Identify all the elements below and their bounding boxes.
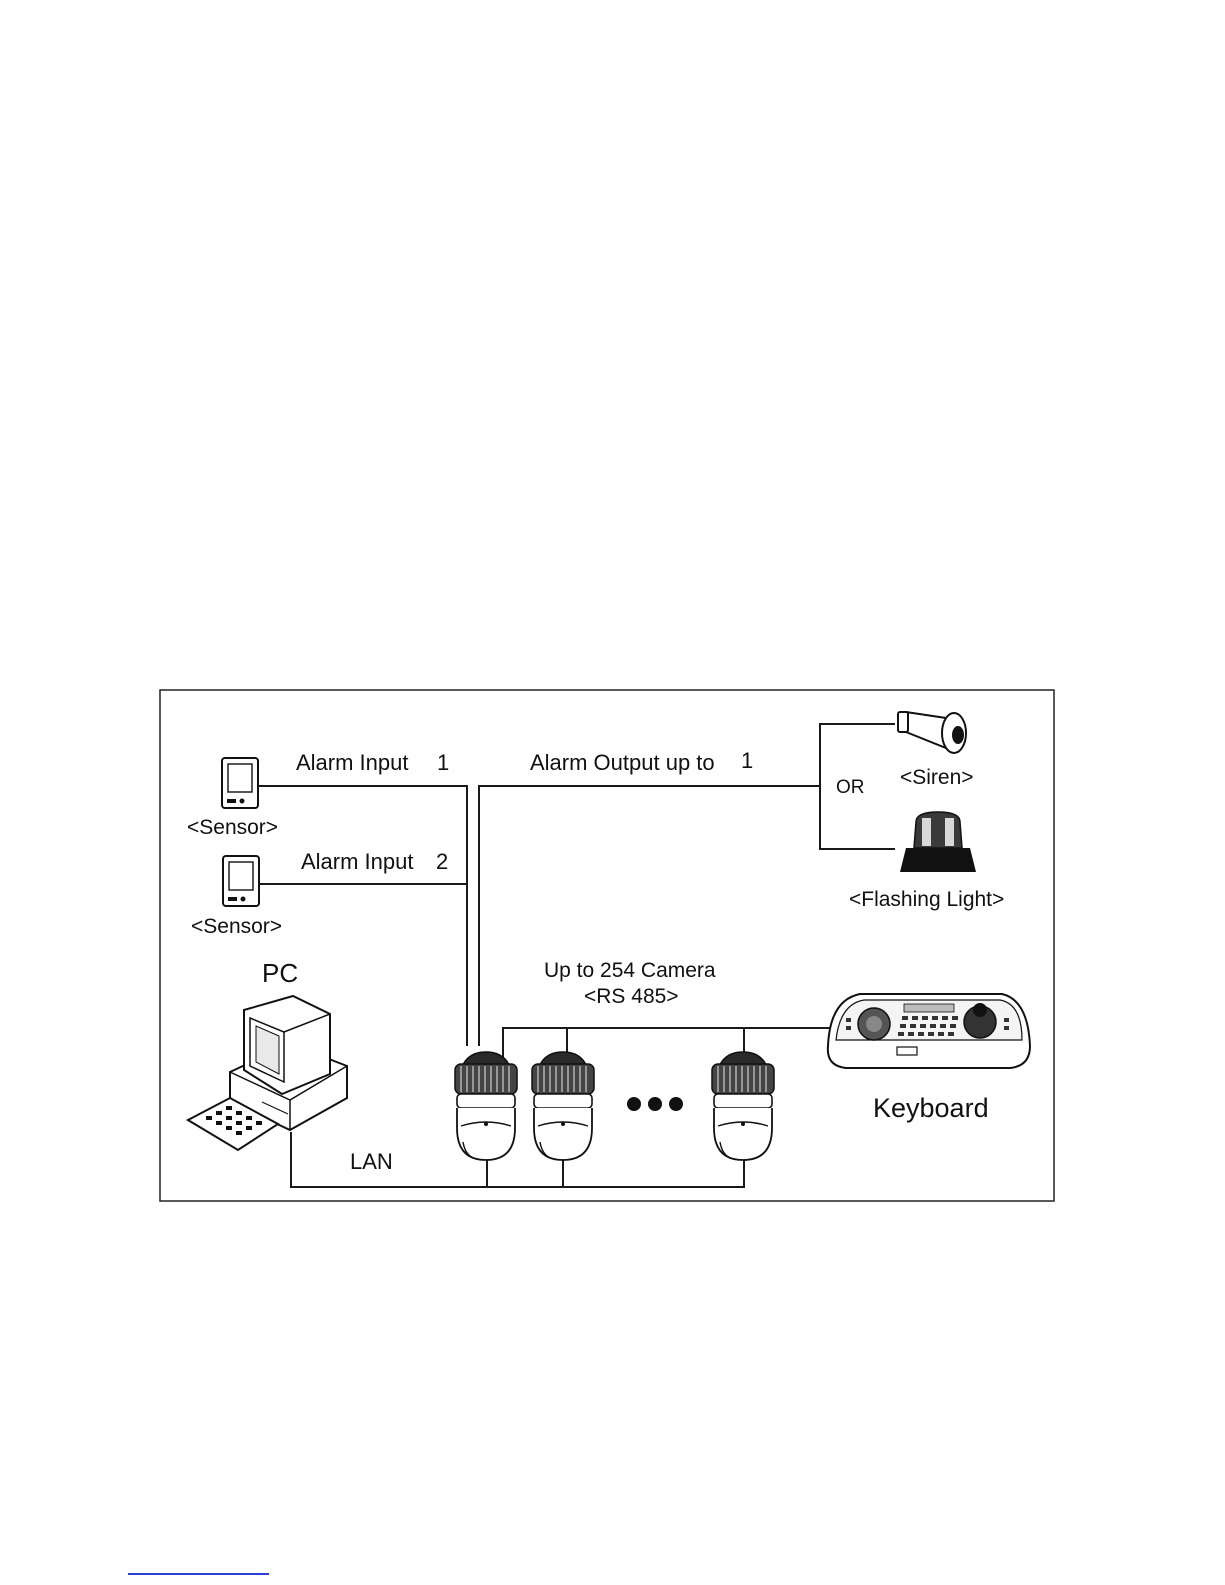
lan-label: LAN bbox=[350, 1149, 393, 1174]
or-label: OR bbox=[836, 777, 865, 798]
pc-label: PC bbox=[262, 958, 299, 988]
sensor-icon bbox=[223, 856, 259, 906]
sensor-1-label: <Sensor> bbox=[187, 816, 279, 839]
cameras-label-line2: <RS 485> bbox=[584, 985, 679, 1008]
ellipsis-icon bbox=[627, 1097, 683, 1111]
dome-camera-icon bbox=[712, 1052, 774, 1160]
alarm-output-number: 1 bbox=[741, 748, 754, 773]
alarm-input-2-number: 2 bbox=[436, 849, 449, 874]
keyboard-label: Keyboard bbox=[873, 1093, 989, 1123]
flashing-light-label: <Flashing Light> bbox=[849, 888, 1005, 911]
alarm-input-2-label: Alarm Input bbox=[301, 849, 414, 874]
alarm-input-1-label: Alarm Input bbox=[296, 750, 409, 775]
sensor-icon bbox=[222, 758, 258, 808]
dome-camera-icon bbox=[532, 1052, 594, 1160]
sensor-2-label: <Sensor> bbox=[191, 915, 283, 938]
alarm-input-1-number: 1 bbox=[437, 750, 450, 775]
footnote-rule bbox=[128, 1573, 269, 1575]
siren-label: <Siren> bbox=[900, 766, 974, 789]
alarm-output-label: Alarm Output up to bbox=[530, 750, 715, 775]
dome-camera-icon bbox=[455, 1052, 517, 1160]
cameras-label-line1: Up to 254 Camera bbox=[544, 959, 716, 982]
keyboard-controller-icon bbox=[828, 994, 1030, 1068]
